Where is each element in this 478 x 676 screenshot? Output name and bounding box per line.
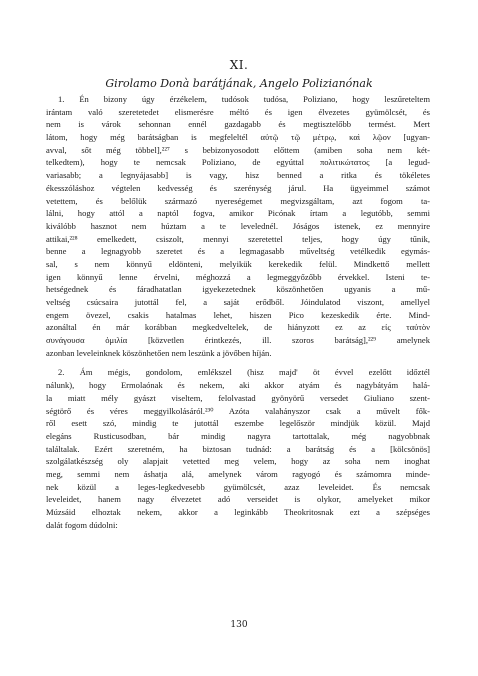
- text-line: attikai,²²⁸ emelkedett, csiszolt, mennyi szeretettel teljes, hogy úgy tűnik,: [46, 233, 430, 244]
- text-line: hetségednek és fáradhatatlan igyekezetednek köszönhetően ugyanis a mű-: [46, 284, 430, 295]
- letter-title: Girolamo Donà barátjának, Angelo Polizianónak: [105, 77, 373, 90]
- text-line: nek közül a leges-legkedvesebb gyümölcsét, azaz leveleidet. És nemcsak: [46, 481, 430, 492]
- text-line: találtalak. Ezért szeretném, ha biztosan tudnád: a barátság és a [kölcsönös]: [46, 443, 430, 454]
- text-line: leveleidet, hanem nagy élvezetet adó verseidet is olykor, amelyeket mikor: [46, 494, 430, 505]
- text-line: benne a legnagyobb szeretet és a legmagasabb műveltség vetélkedik egymás-: [46, 246, 430, 257]
- text-line: meg, semmi nem áshatja alá, amelynek várom ragyogó és számomra minde-: [46, 468, 430, 479]
- text-line: látom, hogy még barátságban is megfeleltél αὐτῷ τῷ μέτρῳ, καὶ λῷον [ugyan-: [46, 132, 430, 143]
- text-line: ről esett szó, mindig te jutottál eszembe legelőször mindjük közül. Majd: [46, 418, 430, 429]
- text-line: 1. Én bizony úgy érzékelem, tudósok tudósa, Poliziano, hogy leszűreteltem: [58, 94, 430, 104]
- paragraph-gap: [46, 359, 430, 366]
- text-line: veltség csúcsaira jutottál fel, a saját erődből. Jóindulatod viszont, amellyel: [46, 297, 430, 307]
- text-line: nálunk), hogy Ermolaónak és nekem, aki akkor atyám és nagybátyám halá-: [46, 380, 430, 391]
- text-line: vetettem, és belőlük származó nyereségemet megvizsgáltam, azt fogom ta-: [46, 195, 430, 206]
- text-line: ékesszóláshoz végtelen kedvesség és szerénység járul. Ha ügyeimmel számot: [46, 182, 430, 193]
- text-line: kiválóbb hasznot nem húztam a te levelednél. Jóságos istenek, ez mennyire: [46, 220, 430, 231]
- text-line: telkedtem), hogy te nemcsak Poliziano, de egyúttal πολιτικώτατος [a legud-: [46, 157, 430, 168]
- page-number: 130: [230, 620, 248, 630]
- text-line: igen könnyű lenne érvelni, méghozzá a legmeggyőzőbb érvekkel. Isteni te-: [46, 271, 430, 282]
- text-line: dalát fogom dúdolni:: [46, 519, 118, 530]
- text-line: la miatt mély gyászt viseltem, felolvastad gyönyörű versedet Giuliano szent-: [46, 392, 430, 403]
- text-line: sal, s nem könnyű eldönteni, melyikük kerekedik felül. Mindkettő mellett: [46, 258, 430, 269]
- letter-body: [46, 93, 430, 531]
- text-line: avval, sőt még többel],²²⁷ s bebizonyosodott előttem (amiben soha nem két-: [46, 144, 430, 155]
- text-line: azonban leveleinknek köszönhetően nem leszünk a jövőben híján.: [46, 347, 272, 358]
- text-line: engem övezel, csakis hatalmas lehet, hiszen Pico kezeskedik érte. Mind-: [46, 309, 430, 320]
- text-line: 2. Ám mégis, gondolom, emlékszel (hisz majd' öt évvel ezelőtt időztél: [58, 367, 430, 378]
- chapter-number: XI.: [229, 58, 249, 72]
- text-line: lálni, hogy attól a naptól fogva, amikor Picónak írtam a legutóbb, semmi: [46, 208, 430, 219]
- text-line: azonáltal én már korábban megkedveltelek, de hiányzott ez az εἰς ταὐτὸν: [46, 322, 430, 333]
- text-line: nem is várok sehonnan ennél gazdagabb és megtisztelőbb termést. Mert: [46, 119, 430, 130]
- text-line: szolgálatkészség oly alapjait vetetted meg velem, hogy az soha nem inoghat: [46, 456, 430, 467]
- text-line: elegáns Rusticusodban, bár mindig nagyra tartottalak, még nagyobbnak: [46, 430, 430, 441]
- text-line: συνάγουσα ὁμιλία [közvetlen érintkezés, ill. szoros barátság],²²⁹ amelynek: [46, 335, 430, 346]
- text-line: variasabb; a legnyájasabb] is vagy, hisz benned a ritka és tökéletes: [46, 170, 430, 181]
- text-line: Múzsáid elhoztak nekem, akkor a leginkább Theokritosnak ezt a szépséges: [46, 507, 430, 517]
- text-line: ségtörő és véres meggyilkolásáról.²³⁰ Azóta valahányszor csak a művelt fők-: [46, 405, 430, 416]
- text-line: irántam való szeretetedet elismerésre méltó és igen élvezetes gyümölcsét, és: [46, 106, 430, 117]
